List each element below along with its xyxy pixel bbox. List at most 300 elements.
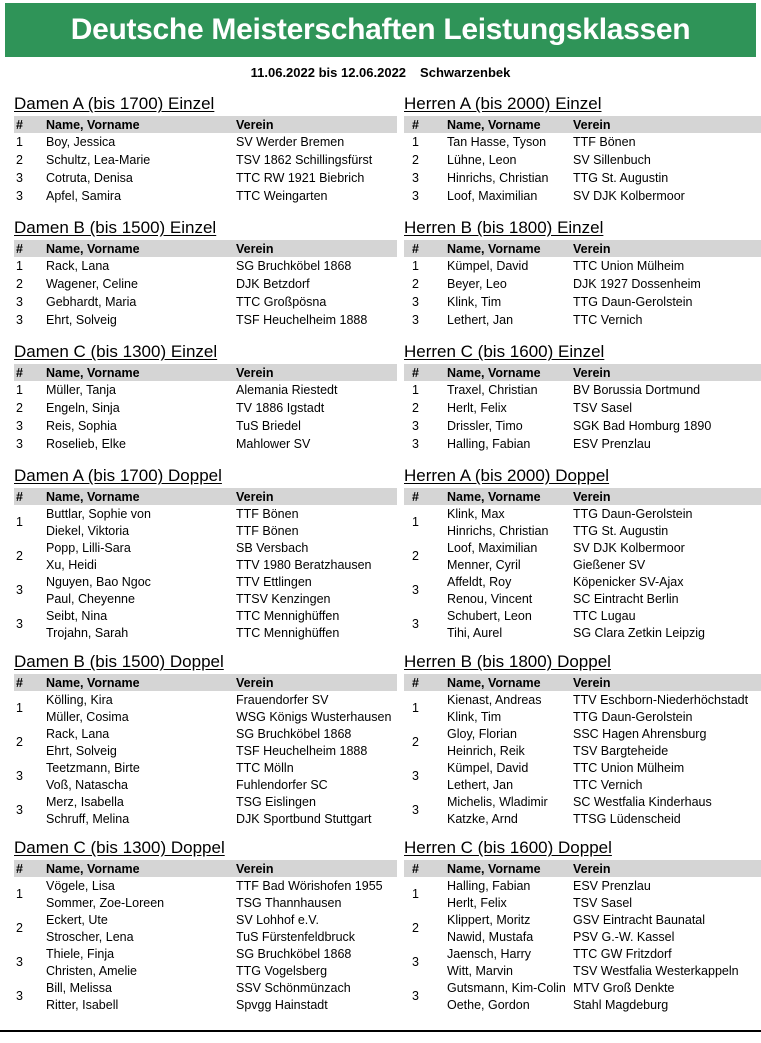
rank-column-header: # <box>404 674 447 691</box>
club-cell: MTV Groß Denkte <box>573 980 675 995</box>
club-cell: TTV 1980 Beratzhausen <box>236 557 372 572</box>
table-row <box>14 877 397 894</box>
player-name-cell: Lethert, Jan <box>447 777 514 792</box>
table-row <box>404 435 761 453</box>
club-cell: TTC GW Fritzdorf <box>573 946 672 961</box>
table-row <box>14 435 397 453</box>
player-name-cell: Xu, Heidi <box>46 557 97 572</box>
event-info <box>0 65 761 80</box>
table-row <box>14 962 397 979</box>
results-table <box>14 488 397 641</box>
table-header-row <box>404 674 761 691</box>
table-row <box>14 573 397 590</box>
results-grid <box>0 93 761 1023</box>
results-table <box>14 116 397 205</box>
rank-cell: 3 <box>16 803 23 817</box>
result-section <box>404 837 761 1013</box>
rank-column-header: # <box>404 860 447 877</box>
club-cell: TTC Union Mülheim <box>573 760 685 775</box>
player-name-cell: Rack, Lana <box>46 259 110 273</box>
player-name-cell: Ritter, Isabell <box>46 997 119 1012</box>
table-row <box>404 133 761 151</box>
table-row <box>14 759 397 776</box>
club-cell: WSG Königs Wusterhausen <box>236 709 392 724</box>
rank-cell: 3 <box>412 803 419 817</box>
club-column-header: Verein <box>236 116 397 133</box>
player-name-cell: Nawid, Mustafa <box>447 929 534 944</box>
club-cell: TSG Eislingen <box>236 794 316 809</box>
event-dates: 11.06.2022 bis 12.06.2022 <box>250 65 407 80</box>
club-cell: SG Bruchköbel 1868 <box>236 726 352 741</box>
club-column-header: Verein <box>573 364 761 381</box>
player-name-cell: Buttlar, Sophie von <box>46 506 151 521</box>
rank-cell: 3 <box>16 617 23 631</box>
table-row <box>404 556 761 573</box>
rank-column-header: # <box>14 488 46 505</box>
player-name-cell: Müller, Cosima <box>46 709 129 724</box>
club-cell: TTG St. Augustin <box>573 523 669 538</box>
results-table <box>404 674 761 827</box>
table-body <box>404 381 761 453</box>
club-column-header: Verein <box>573 860 761 877</box>
rank-cell: 3 <box>412 419 419 433</box>
section-title: Damen B (bis 1500) Einzel <box>14 218 217 237</box>
player-name-cell: Ehrt, Solveig <box>46 743 117 758</box>
rank-cell: 3 <box>412 989 419 1003</box>
table-row <box>404 776 761 793</box>
rank-cell: 2 <box>412 549 419 563</box>
result-section <box>404 465 761 641</box>
club-cell: ESV Prenzlau <box>573 437 651 451</box>
rank-column-header: # <box>404 364 447 381</box>
table-row <box>14 894 397 911</box>
table-row <box>14 257 397 275</box>
club-cell: TTC Weingarten <box>236 189 328 203</box>
club-cell: TSV Sasel <box>573 895 633 910</box>
player-name-cell: Rack, Lana <box>46 726 110 741</box>
table-row <box>14 945 397 962</box>
club-cell: SV Lohhof e.V. <box>236 912 319 927</box>
table-body <box>14 877 397 1013</box>
section-title: Herren B (bis 1800) Doppel <box>404 652 611 671</box>
section-title: Damen A (bis 1700) Doppel <box>14 466 222 485</box>
club-cell: SG Clara Zetkin Leipzig <box>573 625 706 640</box>
name-column-header: Name, Vorname <box>46 488 236 505</box>
club-cell: Frauendorfer SV <box>236 692 329 707</box>
club-cell: TV 1886 Igstadt <box>236 401 325 415</box>
table-row <box>14 776 397 793</box>
table-body <box>404 257 761 329</box>
club-cell: Stahl Magdeburg <box>573 997 669 1012</box>
club-cell: TTV Ettlingen <box>236 574 312 589</box>
player-name-cell: Trojahn, Sarah <box>46 625 129 640</box>
club-cell: TTC Mennighüffen <box>236 608 340 623</box>
table-row <box>404 539 761 556</box>
club-cell: TTF Bönen <box>573 135 636 149</box>
player-name-cell: Vögele, Lisa <box>46 878 115 893</box>
table-header-row <box>14 674 397 691</box>
table-row <box>404 505 761 522</box>
club-cell: TTC Union Mülheim <box>573 259 685 273</box>
club-cell: TSV Westfalia Westerkappeln <box>573 963 739 978</box>
club-cell: TTF Bönen <box>236 523 299 538</box>
player-name-cell: Schultz, Lea-Marie <box>46 153 151 167</box>
rank-cell: 3 <box>16 171 23 185</box>
table-row <box>14 381 397 399</box>
club-cell: TTG St. Augustin <box>573 171 669 185</box>
player-name-cell: Witt, Marvin <box>447 963 513 978</box>
result-section <box>14 465 397 641</box>
table-row <box>404 759 761 776</box>
table-row <box>404 187 761 205</box>
results-table <box>14 364 397 453</box>
rank-cell: 3 <box>412 769 419 783</box>
name-column-header: Name, Vorname <box>447 116 573 133</box>
club-cell: SB Versbach <box>236 540 309 555</box>
rank-cell: 3 <box>16 295 23 309</box>
result-section <box>404 341 761 453</box>
club-cell: SV Werder Bremen <box>236 135 345 149</box>
table-row <box>404 624 761 641</box>
title-banner <box>5 3 756 57</box>
results-table <box>404 116 761 205</box>
name-column-header: Name, Vorname <box>447 364 573 381</box>
club-cell: TuS Fürstenfeldbruck <box>236 929 356 944</box>
player-name-cell: Tan Hasse, Tyson <box>447 135 547 149</box>
rank-cell: 3 <box>412 189 419 203</box>
player-name-cell: Sommer, Zoe-Loreen <box>46 895 165 910</box>
club-cell: Mahlower SV <box>236 437 311 451</box>
table-row <box>404 311 761 329</box>
player-name-cell: Jaensch, Harry <box>447 946 532 961</box>
club-cell: SV Sillenbuch <box>573 153 651 167</box>
table-header-row <box>404 116 761 133</box>
table-row <box>14 810 397 827</box>
club-cell: SG Bruchköbel 1868 <box>236 259 352 273</box>
player-name-cell: Traxel, Christian <box>447 383 538 397</box>
table-row <box>404 810 761 827</box>
rank-cell: 1 <box>412 259 419 273</box>
rank-cell: 2 <box>16 277 23 291</box>
table-row <box>14 607 397 624</box>
player-name-cell: Engeln, Sinja <box>46 401 120 415</box>
player-name-cell: Cotruta, Denisa <box>46 171 133 185</box>
club-cell: TTG Vogelsberg <box>236 963 328 978</box>
rank-cell: 3 <box>16 955 23 969</box>
result-section <box>14 651 397 827</box>
name-column-header: Name, Vorname <box>447 488 573 505</box>
rank-cell: 3 <box>16 419 23 433</box>
section-title: Damen C (bis 1300) Doppel <box>14 838 225 857</box>
section-title: Herren A (bis 2000) Einzel <box>404 94 602 113</box>
table-row <box>404 996 761 1013</box>
player-name-cell: Klink, Max <box>447 506 505 521</box>
table-row <box>404 708 761 725</box>
table-row <box>14 793 397 810</box>
name-column-header: Name, Vorname <box>46 116 236 133</box>
results-table <box>14 674 397 827</box>
rank-cell: 3 <box>412 437 419 451</box>
player-name-cell: Gutsmann, Kim-Colin <box>447 980 566 995</box>
results-table <box>404 488 761 641</box>
player-name-cell: Teetzmann, Birte <box>46 760 140 775</box>
result-section <box>14 93 397 205</box>
club-cell: TSF Heuchelheim 1888 <box>236 743 368 758</box>
table-row <box>14 505 397 522</box>
table-body <box>14 133 397 205</box>
player-name-cell: Halling, Fabian <box>447 878 531 893</box>
rank-cell: 3 <box>16 437 23 451</box>
club-cell: TTSG Lüdenscheid <box>573 811 681 826</box>
club-cell: SC Eintracht Berlin <box>573 591 679 606</box>
player-name-cell: Schruff, Melina <box>46 811 130 826</box>
rank-column-header: # <box>14 116 46 133</box>
club-cell: Fuhlendorfer SC <box>236 777 328 792</box>
club-cell: SV DJK Kolbermoor <box>573 189 685 203</box>
table-row <box>404 522 761 539</box>
player-name-cell: Affeldt, Roy <box>447 574 512 589</box>
club-cell: Köpenicker SV-Ajax <box>573 574 684 589</box>
club-cell: SV DJK Kolbermoor <box>573 540 685 555</box>
table-row <box>14 169 397 187</box>
rank-column-header: # <box>14 674 46 691</box>
table-row <box>404 928 761 945</box>
club-column-header: Verein <box>573 674 761 691</box>
rank-cell: 2 <box>16 549 23 563</box>
club-cell: SG Bruchköbel 1868 <box>236 946 352 961</box>
club-cell: SSC Hagen Ahrensburg <box>573 726 707 741</box>
rank-cell: 1 <box>16 887 23 901</box>
club-column-header: Verein <box>236 364 397 381</box>
table-row <box>14 311 397 329</box>
club-column-header: Verein <box>236 674 397 691</box>
club-cell: SGK Bad Homburg 1890 <box>573 419 712 433</box>
player-name-cell: Herlt, Felix <box>447 401 507 415</box>
table-row <box>404 293 761 311</box>
player-name-cell: Heinrich, Reik <box>447 743 525 758</box>
rank-column-header: # <box>404 240 447 257</box>
rank-cell: 1 <box>16 135 23 149</box>
rank-cell: 2 <box>16 401 23 415</box>
player-name-cell: Menner, Cyril <box>447 557 521 572</box>
rank-cell: 3 <box>412 171 419 185</box>
table-row <box>404 691 761 708</box>
player-name-cell: Ehrt, Solveig <box>46 313 117 327</box>
rank-cell: 2 <box>412 735 419 749</box>
page-bottom-border <box>0 1030 761 1032</box>
table-row <box>404 945 761 962</box>
table-row <box>404 151 761 169</box>
club-cell: TTG Daun-Gerolstein <box>573 295 693 309</box>
table-row <box>404 275 761 293</box>
club-cell: TTSV Kenzingen <box>236 591 331 606</box>
club-cell: PSV G.-W. Kassel <box>573 929 675 944</box>
rank-cell: 1 <box>412 135 419 149</box>
player-name-cell: Katzke, Arnd <box>447 811 518 826</box>
player-name-cell: Kümpel, David <box>447 760 529 775</box>
club-column-header: Verein <box>573 116 761 133</box>
table-row <box>404 573 761 590</box>
club-cell: TTC Mölln <box>236 760 294 775</box>
player-name-cell: Klippert, Moritz <box>447 912 531 927</box>
player-name-cell: Loof, Maximilian <box>447 189 538 203</box>
club-cell: TTF Bönen <box>236 506 299 521</box>
table-row <box>14 691 397 708</box>
table-row <box>404 979 761 996</box>
club-cell: TTV Eschborn-Niederhöchstadt <box>573 692 749 707</box>
rank-cell: 3 <box>412 313 419 327</box>
club-column-header: Verein <box>573 240 761 257</box>
rank-cell: 2 <box>16 153 23 167</box>
rank-cell: 1 <box>16 515 23 529</box>
column-right <box>404 93 761 1023</box>
table-row <box>14 708 397 725</box>
player-name-cell: Kienast, Andreas <box>447 692 542 707</box>
table-row <box>14 399 397 417</box>
player-name-cell: Hinrichs, Christian <box>447 523 549 538</box>
rank-cell: 2 <box>412 277 419 291</box>
rank-cell: 3 <box>16 989 23 1003</box>
table-row <box>14 522 397 539</box>
section-title: Damen B (bis 1500) Doppel <box>14 652 224 671</box>
rank-column-header: # <box>14 860 46 877</box>
player-name-cell: Müller, Tanja <box>46 383 116 397</box>
section-title: Damen A (bis 1700) Einzel <box>14 94 215 113</box>
rank-column-header: # <box>14 364 46 381</box>
club-cell: BV Borussia Dortmund <box>573 383 701 397</box>
table-row <box>14 624 397 641</box>
club-cell: SSV Schönmünzach <box>236 980 351 995</box>
rank-cell: 2 <box>412 921 419 935</box>
results-table <box>14 860 397 1013</box>
table-row <box>404 911 761 928</box>
table-row <box>404 962 761 979</box>
result-section <box>14 341 397 453</box>
result-section <box>404 217 761 329</box>
results-table <box>404 364 761 453</box>
table-row <box>14 742 397 759</box>
club-cell: TSV Bargteheide <box>573 743 669 758</box>
result-section <box>14 217 397 329</box>
table-row <box>14 417 397 435</box>
table-row <box>14 275 397 293</box>
club-cell: DJK Sportbund Stuttgart <box>236 811 372 826</box>
club-cell: TTC Lugau <box>573 608 636 623</box>
club-column-header: Verein <box>236 488 397 505</box>
player-name-cell: Tihi, Aurel <box>447 625 503 640</box>
club-cell: TSF Heuchelheim 1888 <box>236 313 368 327</box>
table-row <box>14 979 397 996</box>
player-name-cell: Boy, Jessica <box>46 135 116 149</box>
table-header-row <box>14 860 397 877</box>
club-cell: TTF Bad Wörishofen 1955 <box>236 878 383 893</box>
name-column-header: Name, Vorname <box>46 240 236 257</box>
results-table <box>404 860 761 1013</box>
result-section <box>404 93 761 205</box>
club-cell: TSV Sasel <box>573 401 633 415</box>
player-name-cell: Kölling, Kira <box>46 692 113 707</box>
table-row <box>14 996 397 1013</box>
table-row <box>404 417 761 435</box>
result-section <box>404 651 761 827</box>
table-row <box>404 257 761 275</box>
player-name-cell: Wagener, Celine <box>46 277 138 291</box>
player-name-cell: Bill, Melissa <box>46 980 112 995</box>
table-row <box>14 556 397 573</box>
player-name-cell: Reis, Sophia <box>46 419 117 433</box>
club-cell: GSV Eintracht Baunatal <box>573 912 706 927</box>
name-column-header: Name, Vorname <box>447 240 573 257</box>
player-name-cell: Herlt, Felix <box>447 895 507 910</box>
table-body <box>404 877 761 1013</box>
rank-cell: 1 <box>412 383 419 397</box>
player-name-cell: Diekel, Viktoria <box>46 523 130 538</box>
rank-cell: 1 <box>412 701 419 715</box>
rank-column-header: # <box>404 116 447 133</box>
section-title: Damen C (bis 1300) Einzel <box>14 342 218 361</box>
player-name-cell: Kümpel, David <box>447 259 529 273</box>
club-cell: Gießener SV <box>573 557 646 572</box>
table-row <box>404 381 761 399</box>
rank-cell: 3 <box>412 583 419 597</box>
rank-cell: 2 <box>412 401 419 415</box>
club-cell: TTC Vernich <box>573 313 643 327</box>
player-name-cell: Roselieb, Elke <box>46 437 126 451</box>
table-header-row <box>404 860 761 877</box>
rank-cell: 1 <box>16 701 23 715</box>
table-row <box>14 725 397 742</box>
rank-column-header: # <box>404 488 447 505</box>
player-name-cell: Drissler, Timo <box>447 419 523 433</box>
table-row <box>404 894 761 911</box>
player-name-cell: Lethert, Jan <box>447 313 514 327</box>
table-body <box>404 691 761 827</box>
table-header-row <box>14 488 397 505</box>
player-name-cell: Voß, Natascha <box>46 777 128 792</box>
column-left <box>14 93 397 1023</box>
rank-cell: 1 <box>412 887 419 901</box>
table-row <box>404 725 761 742</box>
table-header-row <box>404 488 761 505</box>
club-cell: Spvgg Hainstadt <box>236 997 328 1012</box>
player-name-cell: Nguyen, Bao Ngoc <box>46 574 151 589</box>
club-column-header: Verein <box>573 488 761 505</box>
table-body <box>14 257 397 329</box>
result-section <box>14 837 397 1013</box>
table-header-row <box>14 116 397 133</box>
section-title: Herren C (bis 1600) Doppel <box>404 838 612 857</box>
club-column-header: Verein <box>236 860 397 877</box>
club-cell: ESV Prenzlau <box>573 878 651 893</box>
name-column-header: Name, Vorname <box>447 674 573 691</box>
club-cell: TTC Großpösna <box>236 295 327 309</box>
rank-cell: 1 <box>16 383 23 397</box>
table-row <box>404 742 761 759</box>
player-name-cell: Paul, Cheyenne <box>46 591 135 606</box>
table-header-row <box>14 240 397 257</box>
table-header-row <box>404 240 761 257</box>
results-table <box>14 240 397 329</box>
player-name-cell: Klink, Tim <box>447 295 502 309</box>
table-row <box>14 133 397 151</box>
player-name-cell: Christen, Amelie <box>46 963 138 978</box>
club-cell: TTC Vernich <box>573 777 643 792</box>
rank-cell: 3 <box>412 617 419 631</box>
rank-cell: 1 <box>16 259 23 273</box>
player-name-cell: Apfel, Samira <box>46 189 122 203</box>
rank-cell: 1 <box>412 515 419 529</box>
table-row <box>14 293 397 311</box>
